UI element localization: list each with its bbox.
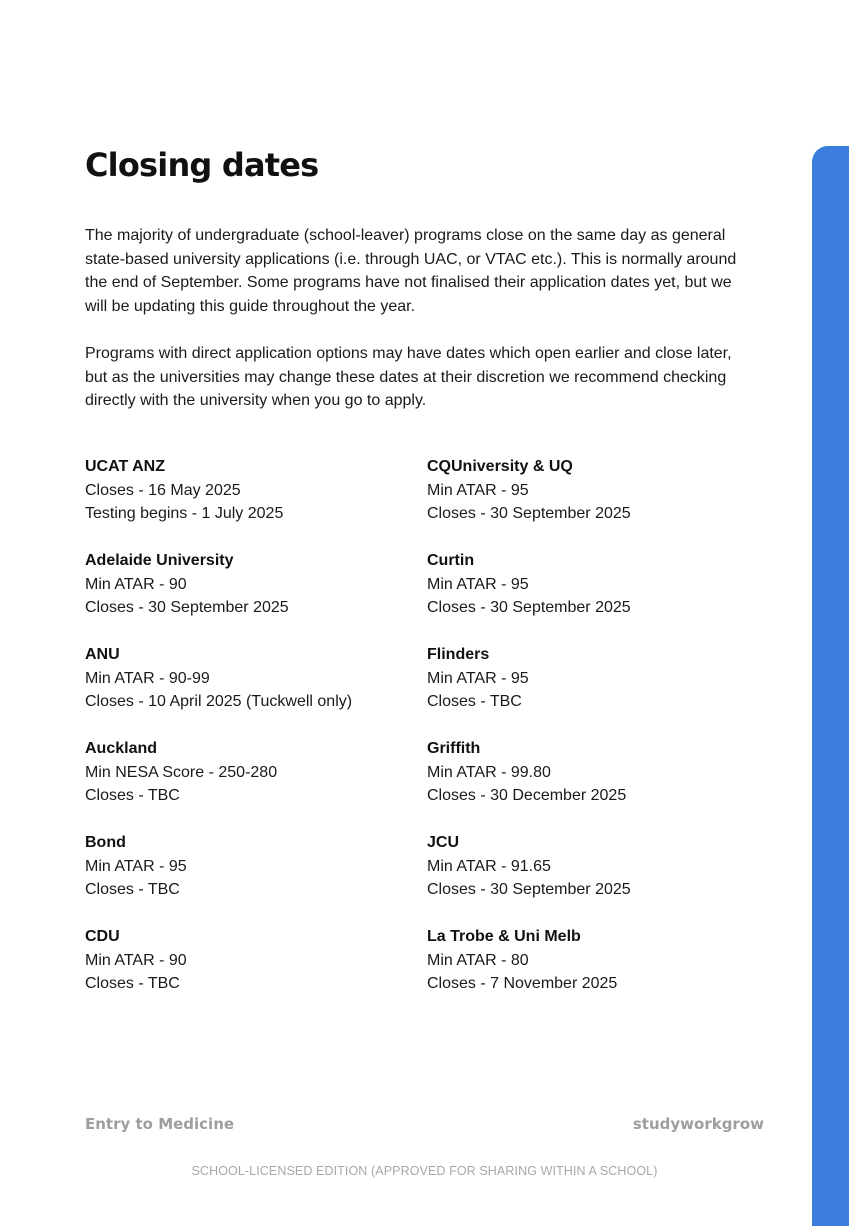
entry-detail: Closes - 30 September 2025	[427, 599, 631, 616]
entry-griffith	[427, 737, 765, 808]
entry-detail: Min ATAR - 90	[85, 951, 187, 969]
entry-detail: Closes - 30 September 2025	[427, 881, 631, 898]
entry-detail: Closes - 30 September 2025	[427, 505, 631, 522]
entry-detail: Testing begins - 1 July 2025	[85, 505, 284, 522]
entry-detail: Closes - TBC	[85, 975, 180, 992]
entry-detail: Closes - TBC	[85, 881, 180, 898]
footer-brand: studyworkgrow	[632, 1115, 764, 1133]
entry-anu	[85, 643, 427, 714]
entry-cdu	[85, 925, 427, 996]
entry-detail: Closes - TBC	[85, 787, 180, 804]
entry-detail: Min ATAR - 91.65	[427, 857, 551, 875]
entry-bond	[85, 831, 427, 902]
entry-name: La Trobe & Uni Melb	[427, 928, 581, 945]
entry-detail: Closes - 10 April 2025 (Tuckwell only)	[85, 693, 353, 710]
entry-name: Curtin	[427, 552, 475, 569]
entry-detail: Closes - 30 December 2025	[427, 787, 627, 804]
entry-name: ANU	[85, 646, 120, 663]
entry-detail: Min ATAR - 90-99	[85, 669, 210, 687]
entry-jcu	[427, 831, 765, 902]
entry-cquniversity-uq	[427, 455, 765, 526]
closing-dates-list	[85, 455, 765, 996]
entry-detail: Min ATAR - 90	[85, 575, 187, 593]
entry-detail: Min ATAR - 95	[85, 857, 187, 875]
entry-detail: Min NESA Score - 250-280	[85, 763, 278, 781]
entry-name: Griffith	[427, 740, 481, 757]
entry-name: Auckland	[85, 740, 158, 757]
page-title: Closing dates	[85, 146, 319, 184]
entry-auckland	[85, 737, 427, 808]
entry-curtin	[427, 549, 765, 620]
entry-adelaide-university	[85, 549, 427, 620]
side-accent-tab	[812, 146, 849, 1226]
entry-name: Flinders	[427, 646, 490, 663]
entry-name: Bond	[85, 834, 126, 851]
entry-detail: Closes - 16 May 2025	[85, 481, 241, 499]
entry-detail: Min ATAR - 80	[427, 951, 529, 969]
entry-detail: Closes - TBC	[427, 693, 522, 710]
entry-name: CDU	[85, 928, 120, 945]
entry-detail: Min ATAR - 99.80	[427, 763, 551, 781]
entry-name: UCAT ANZ	[85, 458, 165, 475]
intro-paragraph-1: The majority of undergraduate (school-leaver) programs close on the same day as general state-based university applications (i.e. through UAC, or VTAC etc.). This is normally around the end of September. Some programs have not finalised their application dates yet, but we will be updating this guide throughout the year.	[85, 227, 737, 315]
entry-detail: Closes - 7 November 2025	[427, 975, 618, 992]
footer-publication-title: Entry to Medicine	[85, 1115, 235, 1133]
entry-name: JCU	[427, 834, 460, 851]
entry-detail: Min ATAR - 95	[427, 669, 529, 687]
entry-name: Adelaide University	[85, 552, 234, 569]
entry-detail: Min ATAR - 95	[427, 481, 529, 499]
license-notice: SCHOOL-LICENSED EDITION (APPROVED FOR SHARING WITHIN A SCHOOL)	[191, 1164, 658, 1178]
intro-paragraph-2: Programs with direct application options may have dates which open earlier and close later, but as the universities may change these dates at their discretion we recommend checking directly with the university when you go to apply.	[85, 345, 732, 409]
entry-detail: Min ATAR - 95	[427, 575, 529, 593]
entry-name: CQUniversity & UQ	[427, 458, 573, 475]
entry-detail: Closes - 30 September 2025	[85, 599, 289, 616]
entry-ucat-anz	[85, 455, 427, 526]
entry-flinders	[427, 643, 765, 714]
entry-la-trobe-uni-melb	[427, 925, 765, 996]
